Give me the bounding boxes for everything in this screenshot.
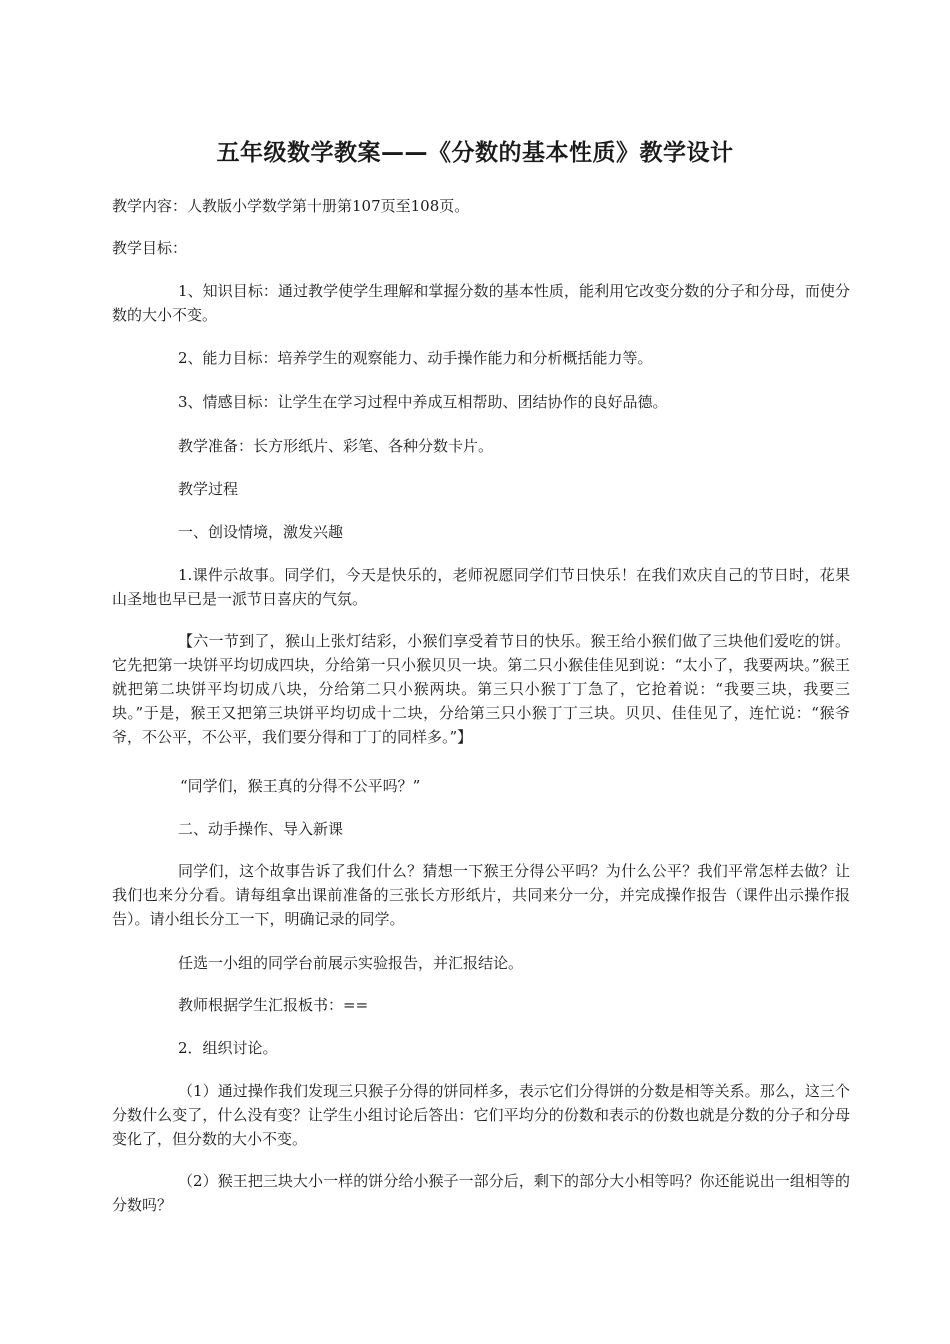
paragraph-teaching-content: 教学内容：人教版小学数学第十册第107页至108页。 (112, 197, 470, 215)
paragraph-ability-goal: 2、能力目标：培养学生的观察能力、动手操作能力和分析概括能力等。 (178, 349, 653, 367)
paragraph-discussion: 2．组织讨论。 (178, 1039, 278, 1057)
paragraph-question: “同学们，猴王真的分得不公平吗？” (180, 777, 421, 795)
paragraph-preparation: 教学准备：长方形纸片、彩笔、各种分数卡片。 (178, 437, 494, 455)
paragraph-operation: 同学们，这个故事告诉了我们什么？猜想一下猴王分得公平吗？为什么公平？我们平常怎样去做？让我们也来分分看。请每组拿出课前准备的三张长方形纸片，共同来分一分，并完成操作报告（课件出示操作报告）。请小组长分工一下，明确记录的同学。 (112, 862, 850, 928)
paragraph-story-intro: 1.课件示故事。同学们，今天是快乐的，老师祝愿同学们节日快乐！在我们欢庆自己的节日时，花果山圣地也早已是一派节日喜庆的气氛。 (112, 566, 850, 608)
section-heading-1: 一、创设情境，激发兴趣 (178, 523, 344, 541)
paragraph-discussion-2: （2）猴王把三块大小一样的饼分给小猴子一部分后，剩下的部分大小相等吗？你还能说出一组相等的分数吗？ (112, 1172, 850, 1214)
paragraph-knowledge-goal: 1、知识目标：通过教学使学生理解和掌握分数的基本性质，能利用它改变分数的分子和分母，而使分数的大小不变。 (112, 282, 850, 324)
paragraph-teaching-goals: 教学目标： (112, 239, 188, 257)
paragraph-emotion-goal: 3、情感目标：让学生在学习过程中养成互相帮助、团结协作的良好品德。 (178, 393, 668, 411)
paragraph-story: 【六一节到了，猴山上张灯结彩，小猴们享受着节日的快乐。猴王给小猴们做了三块他们爱吃的饼。它先把第一块饼平均切成四块，分给第一只小猴贝贝一块。第二只小猴佳佳见到说：“太小了，我要两块。”猴王就把第二块饼平均切成八块，分给第二只小猴两块。第三只小猴丁丁急了，它抢着说：“我要三块，我要三块。”于是，猴王又把第三块饼平均切成十二块，分给第三只小猴丁丁三块。贝贝、佳佳见了，连忙说：“猴爷爷，不公平，不公平，我们要分得和丁丁的同样多。”】 (112, 632, 850, 746)
paragraph-board-writing: 教师根据学生汇报板书：== (178, 996, 369, 1014)
page-title: 五年级数学教案——《分数的基本性质》教学设计 (216, 140, 734, 166)
section-heading-2: 二、动手操作、导入新课 (178, 820, 344, 838)
paragraph-discussion-1: （1）通过操作我们发现三只猴子分得的饼同样多，表示它们分得饼的分数是相等关系。那么，这三个分数什么变了，什么没有变？让学生小组讨论后答出：它们平均分的份数和表示的份数也就是分数的分子和分母变化了，但分数的大小不变。 (112, 1082, 850, 1148)
paragraph-process-heading: 教学过程 (178, 480, 239, 498)
paragraph-report: 任选一小组的同学台前展示实验报告，并汇报结论。 (178, 954, 524, 972)
